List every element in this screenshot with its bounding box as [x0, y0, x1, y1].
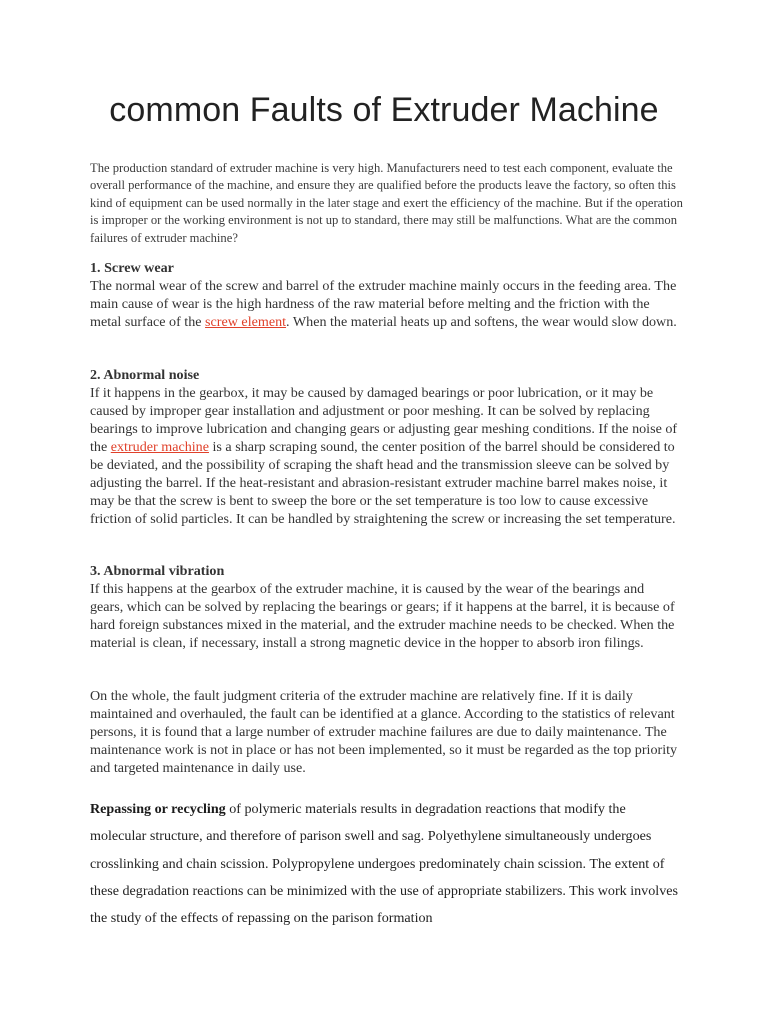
- section-abnormal-vibration: [90, 562, 680, 652]
- section-text: The normal wear of the screw and barrel of the extruder machine mainly occurs in the feeding area. The main cause of wear is the high hardness of the raw material before melting and the friction with the metal surface of the: [90, 278, 677, 330]
- section-text: If this happens at the gearbox of the extruder machine, it is caused by the wear of the bearings and gears, which can be solved by replacing the bearings or gears; if it happens at the barrel, it is because of hard foreign substances mixed in the material, and the extruder machine needs to be checked. When the material is clean, if necessary, install a strong magnetic device in the hopper to absorb iron filings.: [90, 581, 675, 651]
- repassing-paragraph: [90, 796, 680, 932]
- section-text: If it happens in the gearbox, it may be caused by damaged bearings or poor lubrication, or it may be caused by improper gear installation and adjustment or poor meshing. It can be solved by replacing bearings to improve lubrication and changing gears or adjusting gear meshing conditions. If the noise of the: [90, 385, 678, 455]
- section-heading: 1. Screw wear: [90, 260, 174, 276]
- section-text: is a sharp scraping sound, the center position of the barrel should be considered to be deviated, and the possibility of scraping the shaft head and the transmission sleeve can be solved by adjusting the barrel. If the heat-resistant and abrasion-resistant extruder machine barrel makes noise, it may be that the screw is bent to sweep the bore or the set temperature is too low to cause excessive friction of solid particles. It can be handled by straightening the screw or increasing the set temperature.: [90, 439, 676, 527]
- conclusion-paragraph: On the whole, the fault judgment criteria of the extruder machine are relatively fine. If it is daily maintained and overhauled, the fault can be identified at a glance. According to the statistics of relevant persons, it is found that a large number of extruder machine failures are due to daily maintenance. The maintenance work is not in place or has not been implemented, so it must be regarded as the top priority and targeted maintenance in daily use.: [90, 688, 678, 776]
- section-abnormal-noise: [90, 366, 680, 528]
- page-title: common Faults of Extruder Machine: [109, 91, 659, 129]
- screw-element-link[interactable]: screw element: [205, 314, 287, 330]
- extruder-machine-link[interactable]: extruder machine: [110, 439, 209, 455]
- section-screw-wear: [90, 259, 680, 331]
- section-heading: 2. Abnormal noise: [90, 367, 200, 383]
- repassing-bold-phrase: Repassing or recycling: [90, 801, 226, 817]
- section-text: . When the material heats up and softens, the wear would slow down.: [286, 314, 677, 330]
- section-heading: 3. Abnormal vibration: [90, 563, 225, 579]
- repassing-text: of polymeric materials results in degradation reactions that modify the molecular structure, and therefore of parison swell and sag. Polyethylene simultaneously undergoes crosslinking and chain scission. Polypropylene undergoes predominately chain scission. The extent of these degradation reactions can be minimized with the use of appropriate stabilizers. This work involves the study of the effects of repassing on the parison formation: [90, 801, 678, 927]
- intro-paragraph: The production standard of extruder machine is very high. Manufacturers need to test each component, evaluate the overall performance of the machine, and ensure they are qualified before the products leave the factory, so often this kind of equipment can be used normally in the later stage and exert the efficiency of the machine. But if the operation is improper or the working environment is not up to standard, there may still be malfunctions. What are the common failures of extruder machine?: [90, 161, 683, 245]
